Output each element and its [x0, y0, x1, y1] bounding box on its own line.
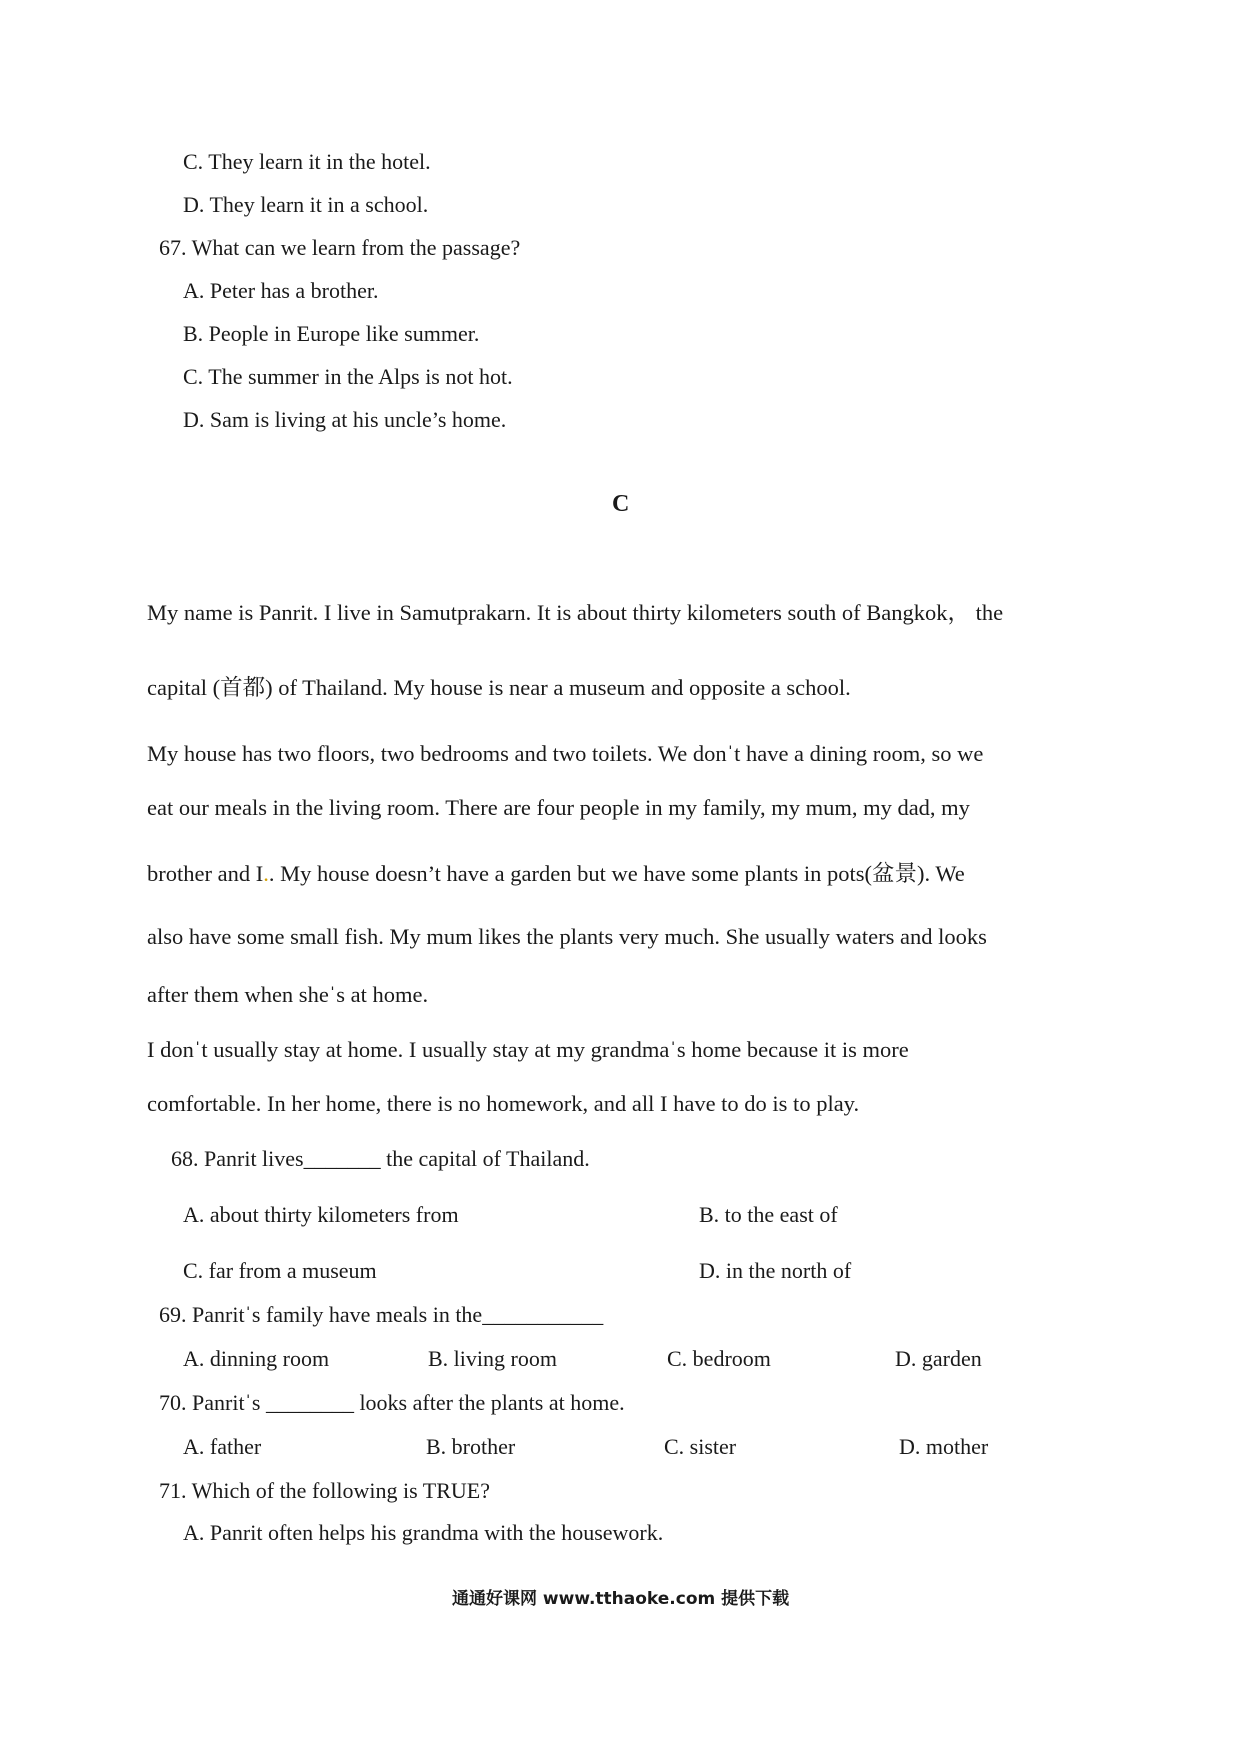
question-70: 70. Panritˈs ________ looks after the plants at home. — [159, 1390, 625, 1415]
option-67-c: C. The summer in the Alps is not hot. — [183, 364, 513, 389]
option-69-d: D. garden — [895, 1346, 982, 1371]
option-66-d: D. They learn it in a school. — [183, 192, 429, 217]
page-footer: 通通好课网 www.tthaoke.com 提供下载 — [452, 1589, 790, 1609]
option-71-a: A. Panrit often helps his grandma with the housework. — [183, 1520, 664, 1545]
question-68: 68. Panrit lives_______ the capital of Thailand. — [171, 1146, 590, 1171]
passage-line-1: My name is Panrit. I live in Samutprakarn. It is about thirty kilometers south of Bangkok， the — [147, 600, 1004, 625]
option-68-d: D. in the north of — [699, 1258, 852, 1283]
option-70-b: B. brother — [426, 1434, 516, 1459]
passage-line-5-start: brother and I — [147, 861, 264, 886]
question-69: 69. Panritˈs family have meals in the___________ — [159, 1302, 604, 1327]
passage-line-2: capital (首都) of Thailand. My house is near a museum and opposite a school. — [147, 675, 851, 700]
option-69-c: C. bedroom — [667, 1346, 771, 1371]
option-70-d: D. mother — [899, 1434, 989, 1459]
passage-line-4: eat our meals in the living room. There are four people in my family, my mum, my dad, my — [147, 795, 970, 820]
passage-line-7: after them when sheˈs at home. — [147, 982, 429, 1007]
option-67-d: D. Sam is living at his uncle’s home. — [183, 407, 507, 432]
stray-dot: . — [263, 861, 269, 886]
passage-line-9: comfortable. In her home, there is no homework, and all I have to do is to play. — [147, 1091, 860, 1116]
passage-line-5-end: . My house doesn’t have a garden but we have some plants in pots(盆景). We — [268, 861, 965, 886]
passage-line-6: also have some small fish. My mum likes the plants very much. She usually waters and looks — [147, 924, 987, 949]
option-69-a: A. dinning room — [183, 1346, 330, 1371]
question-71: 71. Which of the following is TRUE? — [159, 1478, 490, 1503]
passage-line-8: I donˈt usually stay at home. I usually stay at my grandmaˈs home because it is more — [147, 1037, 909, 1062]
option-70-c: C. sister — [664, 1434, 737, 1459]
question-67: 67. What can we learn from the passage? — [159, 235, 521, 260]
option-67-a: A. Peter has a brother. — [183, 278, 379, 303]
option-70-a: A. father — [183, 1434, 262, 1459]
option-68-b: B. to the east of — [699, 1202, 838, 1227]
option-67-b: B. People in Europe like summer. — [183, 321, 480, 346]
section-heading: C — [612, 491, 630, 517]
option-68-c: C. far from a museum — [183, 1258, 377, 1283]
option-66-c: C. They learn it in the hotel. — [183, 149, 431, 174]
passage-line-3: My house has two floors, two bedrooms and two toilets. We donˈt have a dining room, so we — [147, 741, 984, 766]
passage-line-5 — [147, 863, 965, 886]
option-68-a: A. about thirty kilometers from — [183, 1202, 459, 1227]
option-69-b: B. living room — [428, 1346, 557, 1371]
